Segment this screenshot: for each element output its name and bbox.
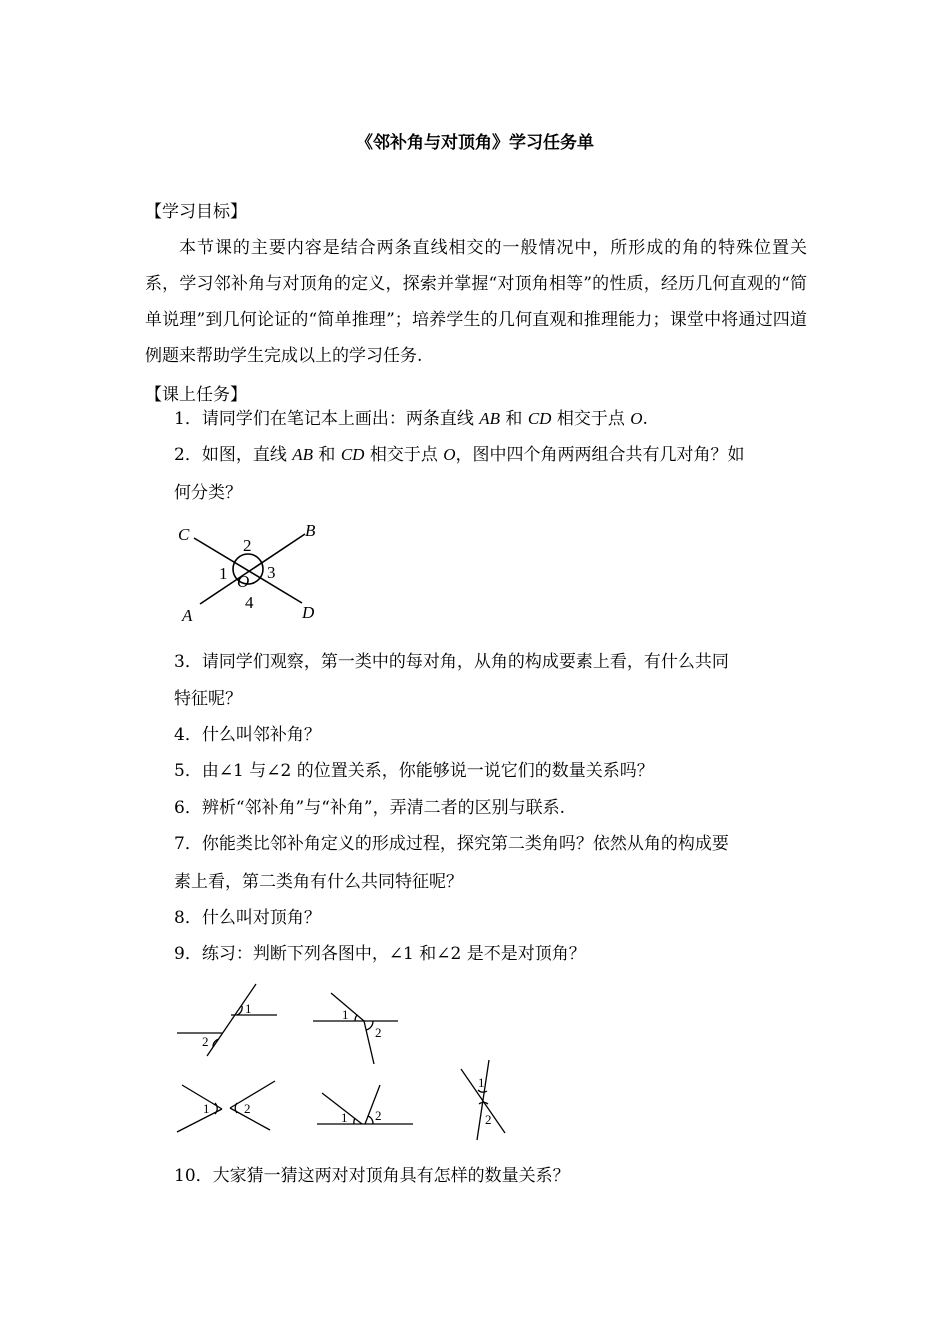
fig2-angle-2: 2 xyxy=(375,1025,382,1040)
page-title: 《邻补角与对顶角》学习任务单 xyxy=(356,133,594,153)
fig4-angle-2: 2 xyxy=(375,1108,382,1123)
exercise-figure-4 xyxy=(317,1085,413,1124)
task-10: 10．大家猜一猜这两对对顶角具有怎样的数量关系？ xyxy=(174,1166,570,1186)
task-9: 9．练习：判断下列各图中，∠1 和∠2 是不是对顶角？ xyxy=(174,944,586,964)
fig1-angle-1: 1 xyxy=(245,1001,252,1016)
fig2-angle-1: 1 xyxy=(342,1007,349,1022)
label-c: C xyxy=(178,525,190,544)
task-3-line-1: 3．请同学们观察，第一类中的每对角，从角的构成要素上看，有什么共同 xyxy=(174,652,729,672)
fig1-angle-2: 2 xyxy=(202,1034,209,1049)
task-5: 5．由∠1 与∠2 的位置关系，你能够说一说它们的数量关系吗？ xyxy=(174,761,654,781)
label-d: D xyxy=(302,603,315,622)
angle-label-2: 2 xyxy=(243,536,252,555)
exercise-figure-2 xyxy=(313,993,398,1064)
exercise-figure-5 xyxy=(461,1060,505,1140)
fig4-angle-1: 1 xyxy=(341,1110,348,1125)
goals-paragraph: 本节课的主要内容是结合两条直线相交的一般情况中，所形成的角的特殊位置关系，学习邻补角与对顶角的定义，探索并掌握“对顶角相等”的性质，经历几何直观的“简单说理”到几何论证的“简单推理”；培养学生的几何直观和推理能力；课堂中将通过四道例题来帮助学生完成以上的学习任务. xyxy=(145,238,807,366)
task-4: 4．什么叫邻补角？ xyxy=(174,725,321,745)
label-b: B xyxy=(305,521,316,540)
task-8: 8．什么叫对顶角？ xyxy=(174,908,321,928)
task-7-line-1: 7．你能类比邻补角定义的形成过程，探究第二类角吗？依然从角的构成要 xyxy=(174,834,729,854)
exercise-figure-1 xyxy=(177,984,277,1056)
fig5-angle-1: 1 xyxy=(478,1075,485,1090)
label-a: A xyxy=(182,606,193,625)
angle-label-1: 1 xyxy=(219,564,228,583)
tasks-heading: 【课上任务】 xyxy=(145,385,247,405)
task-1: 1．请同学们在笔记本上画出：两条直线 AB 和 CD 相交于点 O. xyxy=(174,409,648,429)
fig5-angle-2: 2 xyxy=(485,1112,492,1127)
task-7-line-2: 素上看，第二类角有什么共同特征呢？ xyxy=(174,872,463,892)
task-2-line-2: 何分类？ xyxy=(174,483,242,503)
fig3-angle-1: 1 xyxy=(203,1101,210,1116)
fig3-angle-2: 2 xyxy=(244,1101,251,1116)
exercise-figure-3 xyxy=(177,1081,275,1132)
angle-label-3: 3 xyxy=(267,563,276,582)
task-6: 6．辨析“邻补角”与“补角”，弄清二者的区别与联系. xyxy=(174,798,565,818)
goals-heading: 【学习目标】 xyxy=(145,202,247,222)
angle-label-4: 4 xyxy=(245,593,254,612)
label-o: O xyxy=(237,572,250,591)
task-2-line-1: 2．如图，直线 AB 和 CD 相交于点 O，图中四个角两两组合共有几对角？如 xyxy=(174,445,745,465)
task-3-line-2: 特征呢？ xyxy=(174,689,242,709)
